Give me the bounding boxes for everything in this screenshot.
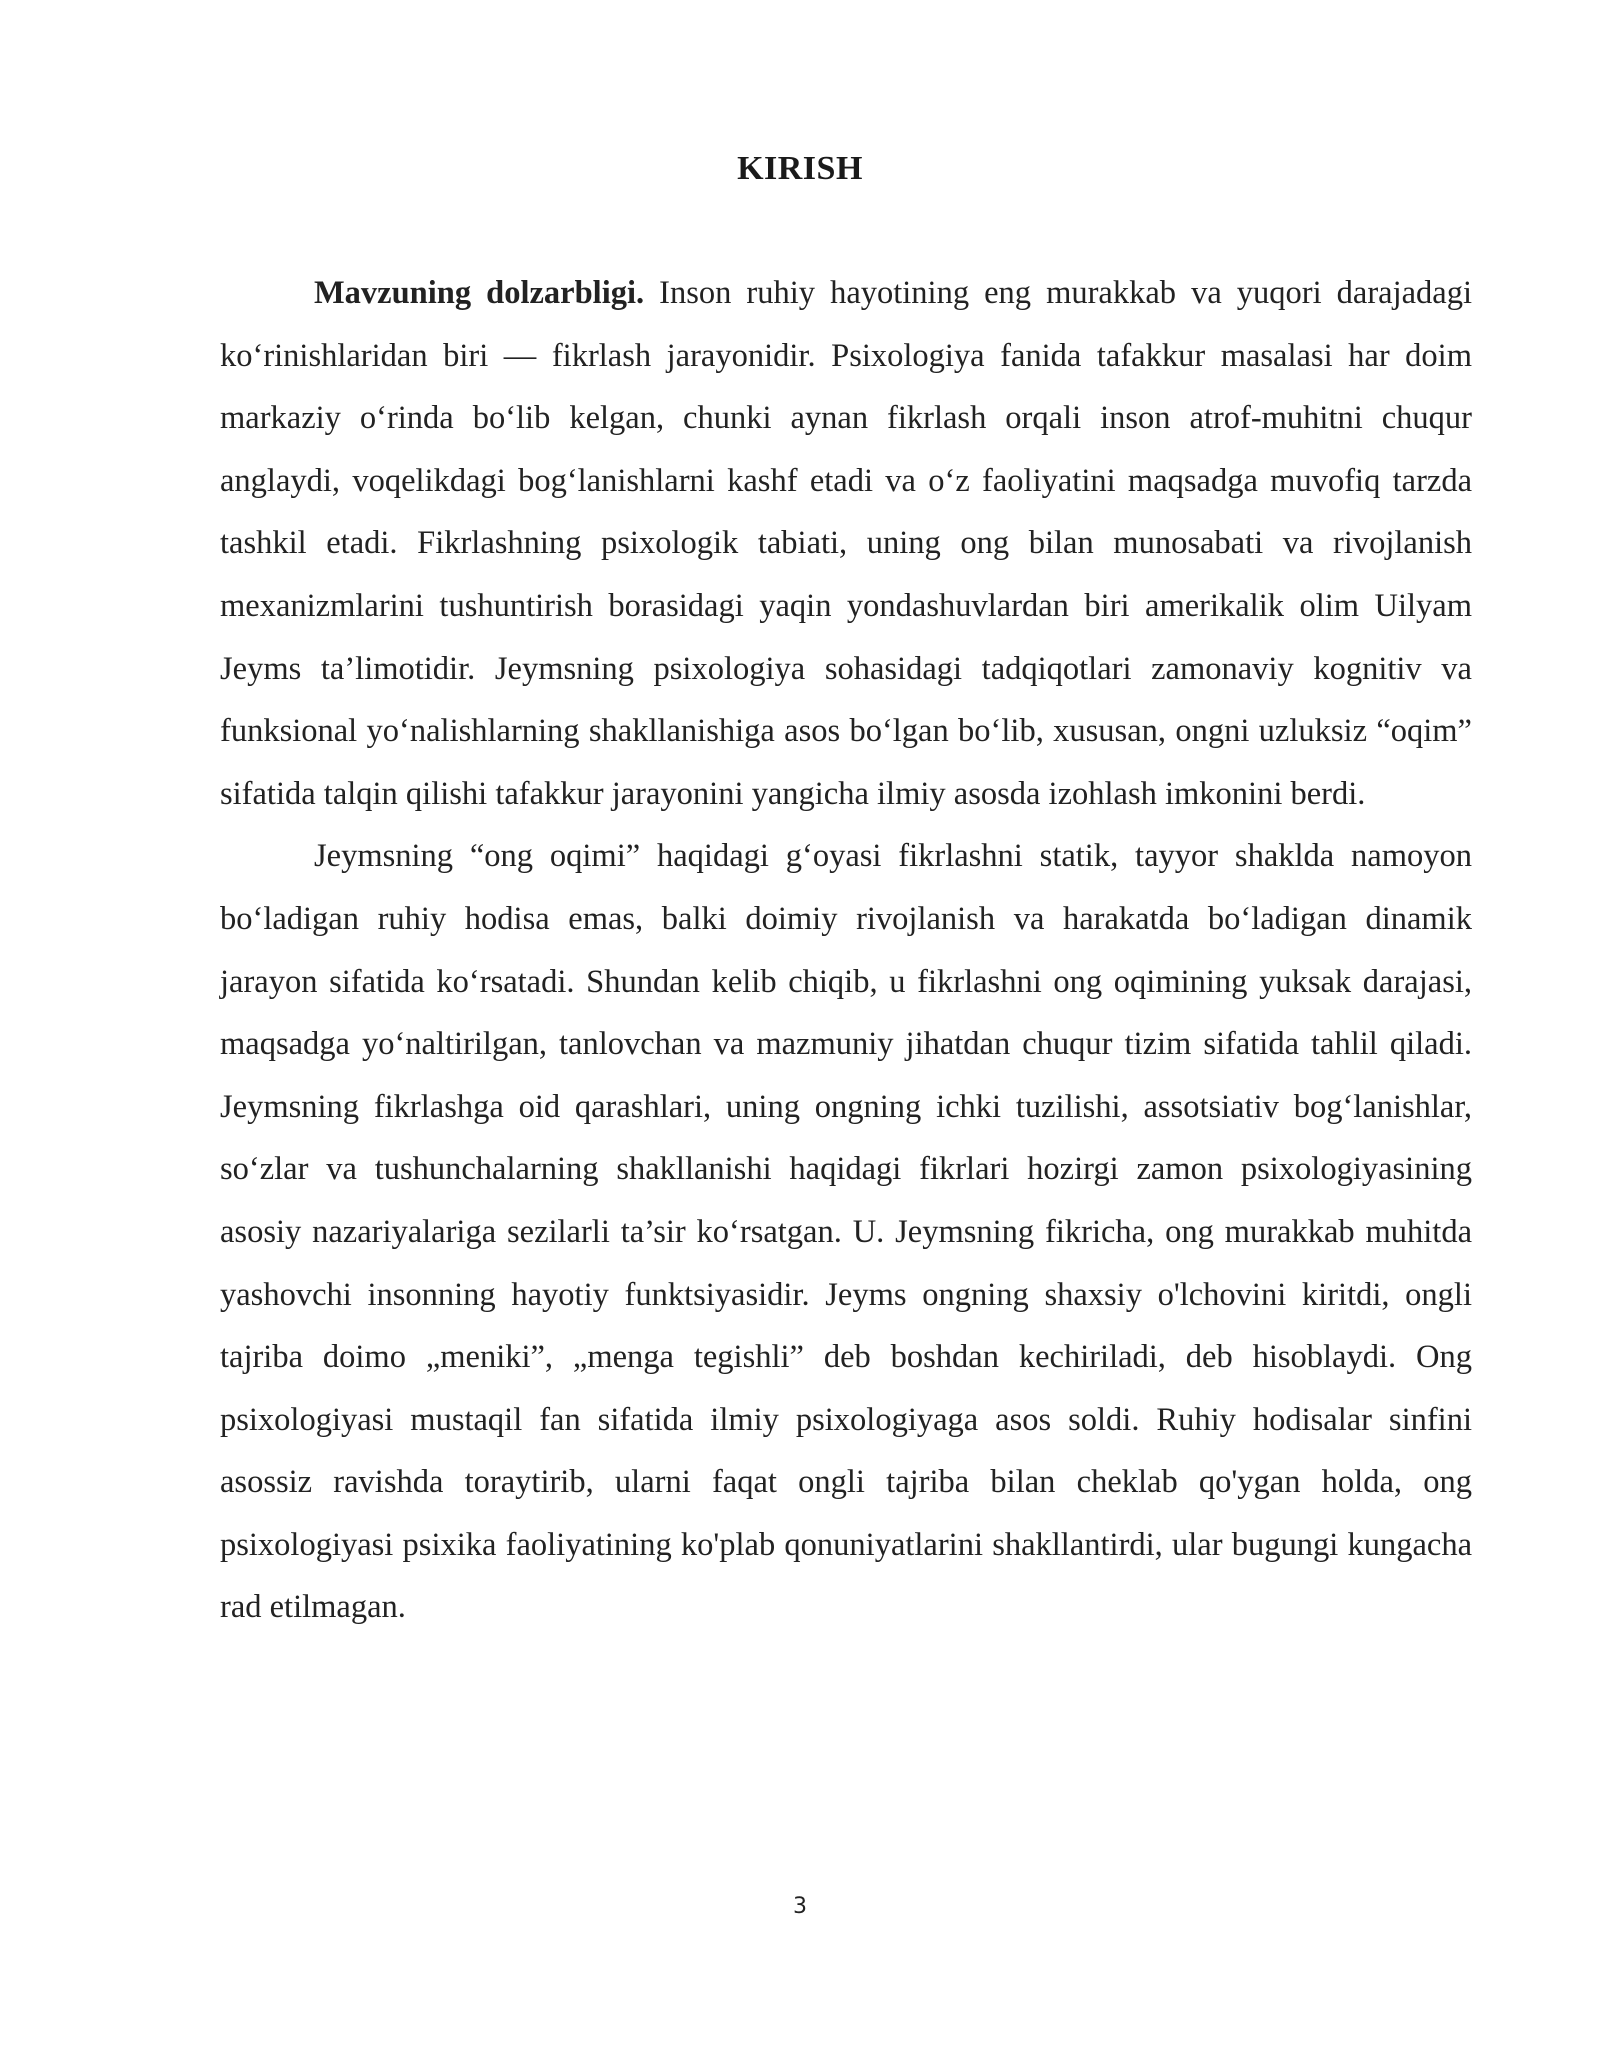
paragraph-relevance-text: Inson ruhiy hayotining eng murakkab va yuqori darajadagi ko‘rinishlaridan biri — fikrlash jarayonidir. Psixologiya fanida tafakkur masalasi har doim markaziy o‘rinda bo‘lib kelgan, chunki aynan fikrlash orqali inson atrof-muhitni chuqur anglaydi, voqelikdagi bog‘lanishlarni kashf etadi va o‘z faoliyatini maqsadga muvofiq tarzda tashkil etadi. Fikrlashning psixologik tabiati, uning ong bilan munosabati va rivojlanish mexanizmlarini tushuntirish borasidagi yaqin yondashuvlardan biri amerikalik olim Uilyam Jeyms ta’limotidir. Jeymsning psixologiya sohasidagi tadqiqotlari zamonaviy kognitiv va funksional yo‘nalishlarning shakllanishiga asos bo‘lgan bo‘lib, xususan, ongni uzluksiz “oqim” sifatida talqin qilishi tafakkur jarayonini yangicha ilmiy asosda izohlash imkonini berdi. [220,275,1472,812]
document-body [220,262,1472,1639]
page-number: 3 [793,1894,807,1919]
paragraph-lead-heading: Mavzuning dolzarbligi. [314,275,645,311]
section-title: KIRISH [737,150,863,187]
paragraph-stream-of-consciousness: Jeymsning “ong oqimi” haqidagi g‘oyasi fikrlashni statik, tayyor shaklda namoyon bo‘ladigan ruhiy hodisa emas, balki doimiy rivojlanish va harakatda bo‘ladigan dinamik jarayon sifatida ko‘rsatadi. Shundan kelib chiqib, u fikrlashni ong oqimining yuksak darajasi, maqsadga yo‘naltirilgan, tanlovchan va mazmuniy jihatdan chuqur tizim sifatida tahlil qiladi. Jeymsning fikrlashga oid qarashlari, uning ongning ichki tuzilishi, assotsiativ bog‘lanishlar, so‘zlar va tushunchalarning shakllanishi haqidagi fikrlari hozirgi zamon psixologiyasining asosiy nazariyalariga sezilarli ta’sir ko‘rsatgan. U. Jeymsning fikricha, ong murakkab muhitda yashovchi insonning hayotiy funktsiyasidir. Jeyms ongning shaxsiy o'lchovini kiritdi, ongli tajriba doimo „meniki”, „menga tegishli” deb boshdan kechiriladi, deb hisoblaydi. Ong psixologiyasi mustaqil fan sifatida ilmiy psixologiyaga asos soldi. Ruhiy hodisalar sinfini asossiz ravishda toraytirib, ularni faqat ongli tajriba bilan cheklab qo'ygan holda, ong psixologiyasi psixika faoliyatining ko'plab qonuniyatlarini shakllantirdi, ular bugungi kungacha rad etilmagan. [220,838,1472,1626]
paragraph-relevance [220,262,1472,825]
